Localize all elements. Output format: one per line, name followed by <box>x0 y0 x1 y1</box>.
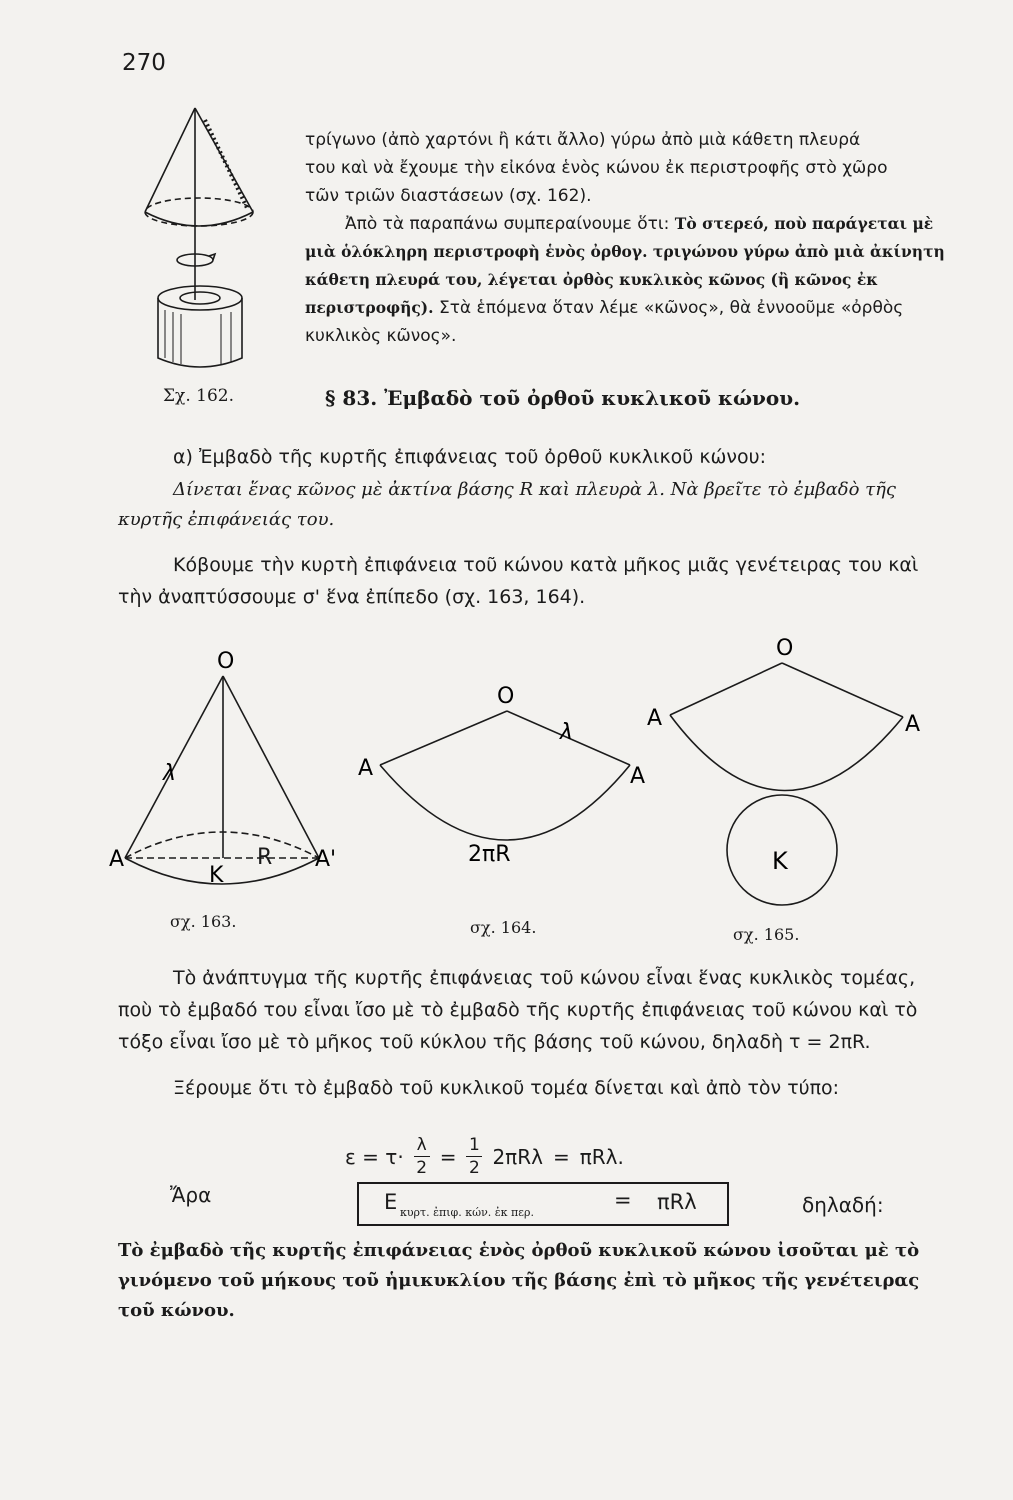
formula-lhs: ε = τ· <box>345 1144 404 1169</box>
left-a-label: A <box>647 706 663 731</box>
slant-label: λ <box>163 761 177 786</box>
fraction-one-half <box>466 1136 482 1177</box>
area-symbol: E <box>384 1190 398 1214</box>
frac2-denominator: 2 <box>469 1158 480 1178</box>
slant-label: λ <box>560 720 574 745</box>
intro-line-3: τῶν τριῶν διαστάσεων (σχ. 162). <box>305 186 592 206</box>
formula-intro: Ξέρουμε ὅτι τὸ ἐμβαδὸ τοῦ κυκλικοῦ τομέα δίνεται καὶ ἀπὸ τὸν τύπο: <box>173 1077 840 1099</box>
figure-163-caption: σχ. 163. <box>170 912 237 931</box>
fraction-bar <box>414 1156 430 1157</box>
section-title: § 83. Ἐμβαδὸ τοῦ ὀρθοῦ κυκλικοῦ κώνου. <box>325 386 801 410</box>
figure-164-sector <box>350 675 670 895</box>
figure-163-cone <box>105 640 355 920</box>
base-back-arc <box>125 832 319 858</box>
cut-paragraph: Κόβουμε τὴν κυρτὴ ἐπιφάνεια τοῦ κώνου κατὰ μῆκος μιᾶς γενέτειρας του καὶ τὴν ἀναπτύσσουμε σ' ἕνα ἐπίπεδο (σχ. 163, 164). <box>118 554 919 608</box>
arc-length-label: 2πR <box>468 842 511 867</box>
part-a <box>118 441 933 613</box>
apex-label: O <box>776 636 794 661</box>
part-a-heading: α) Ἐμβαδὸ τῆς κυρτῆς ἐπιφάνειας τοῦ ὀρθοῦ κυκλικοῦ κώνου: <box>173 446 767 468</box>
conclusion-statement <box>118 1236 933 1326</box>
definition-bold: Τὸ στερεό, ποὺ παράγεται μὲ μιὰ ὁλόκληρη περιστροφὴ ἑνὸς ὀρθογ. τριγώνου γύρω ἀπὸ μιὰ ἀκίνητη κάθετη πλευρά του, λέγεται ὀρθὸς κυκλικὸς κῶνος (ἢ κῶνος ἐκ περιστροφῆς). <box>305 214 945 317</box>
apex-label: O <box>217 649 235 674</box>
figure-162-caption: Σχ. 162. <box>163 386 234 406</box>
cone-base-front <box>145 212 253 226</box>
development-paragraph <box>118 962 933 1104</box>
result-equals: = <box>614 1188 632 1212</box>
sector-left-radius <box>380 711 507 765</box>
right-a-label: A <box>630 764 646 789</box>
right-a-label: A <box>905 712 921 737</box>
sector-arc <box>670 715 903 791</box>
definition-paragraph <box>305 210 945 350</box>
therefore-label: Ἄρα <box>170 1183 212 1207</box>
point-a-label: A <box>109 847 125 872</box>
apex-label: O <box>497 684 515 709</box>
conclusion-text: Τὸ ἐμβαδὸ τῆς κυρτῆς ἐπιφάνειας ἑνὸς ὀρθοῦ κυκλικοῦ κώνου ἰσοῦται μὲ τὸ γινόμενο τοῦ μήκους τοῦ ἡμικυκλίου τῆς βάσης ἐπὶ τὸ μῆκος τῆς γενέτειρας τοῦ κώνου. <box>118 1240 920 1321</box>
figure-162-cone-rotation <box>135 100 265 380</box>
cone-right-side <box>223 676 319 858</box>
definition-lead: Ἀπὸ τὰ παραπάνω συμπεραίνουμε ὅτι: <box>345 214 675 234</box>
spool-body <box>158 298 242 367</box>
sector-left-radius <box>670 663 782 715</box>
center-k-label: K <box>209 863 224 888</box>
intro-line-2: του καὶ νὰ ἔχουμε τὴν εἰκόνα ἑνὸς κώνου ἐκ περιστροφῆς στὸ χῶρο <box>305 158 888 178</box>
definition-tail: Στὰ ἑπόμενα ὅταν λέμε «κῶνος», θὰ ἐννοοῦμε «ὀρθὸς κυκλικὸς κῶνος». <box>305 298 904 346</box>
page-number: 270 <box>122 50 166 76</box>
left-a-label: A <box>358 756 374 781</box>
formula-mid: 2πRλ <box>492 1144 543 1169</box>
result-box <box>357 1182 729 1226</box>
point-a-prime-label: A' <box>315 847 337 872</box>
radius-label: R <box>257 845 273 870</box>
fraction-bar <box>466 1156 482 1157</box>
cone-base-ellipse <box>145 198 253 226</box>
intro-line-1: τρίγωνο (ἀπὸ χαρτόνι ἢ κάτι ἄλλο) γύρω ἀπὸ μιὰ κάθετη πλευρά <box>305 130 861 150</box>
frac2-numerator: 1 <box>469 1135 480 1155</box>
spool-stripes <box>165 310 231 364</box>
sector-arc <box>380 765 630 840</box>
fraction-lambda-over-2 <box>414 1136 430 1177</box>
intro-text <box>305 126 945 350</box>
result-value: πRλ <box>657 1190 697 1214</box>
figure-165-development <box>645 625 935 915</box>
frac1-denominator: 2 <box>416 1158 428 1178</box>
formula-eq-1: = <box>439 1144 457 1169</box>
namely-label: δηλαδή: <box>802 1193 884 1217</box>
spool-top <box>158 286 242 310</box>
sector-area-formula <box>345 1136 624 1177</box>
cone-outline <box>145 108 253 212</box>
area-subscript: κυρτ. ἐπιφ. κών. ἐκ περ. <box>400 1206 534 1219</box>
center-k-label: K <box>772 847 788 875</box>
frac1-numerator: λ <box>416 1135 427 1155</box>
spool-hole <box>180 292 220 304</box>
sector-right-radius <box>782 663 903 717</box>
formula-rhs: πRλ. <box>579 1144 624 1169</box>
figure-164-caption: σχ. 164. <box>470 918 537 937</box>
figure-165-caption: σχ. 165. <box>733 925 800 944</box>
development-text: Τὸ ἀνάπτυγμα τῆς κυρτῆς ἐπιφάνειας τοῦ κώνου εἶναι ἕνας κυκλικὸς τομέας, ποὺ τὸ ἐμβαδό του εἶναι ἴσο μὲ τὸ ἐμβαδὸ τῆς κυρτῆς ἐπιφάνειας τοῦ κώνου καὶ τὸ τόξο εἶναι ἴσο μὲ τὸ μῆκος τοῦ κύκλου τῆς βάσης τοῦ κώνου, δηλαδὴ τ = 2πR. <box>118 967 918 1053</box>
formula-eq-2: = <box>552 1144 570 1169</box>
problem-statement: Δίνεται ἕνας κῶνος μὲ ἀκτίνα βάσης R καὶ πλευρὰ λ. Νὰ βρεῖτε τὸ ἐμβαδὸ τῆς κυρτῆς ἐπιφάνειάς του. <box>118 479 896 530</box>
